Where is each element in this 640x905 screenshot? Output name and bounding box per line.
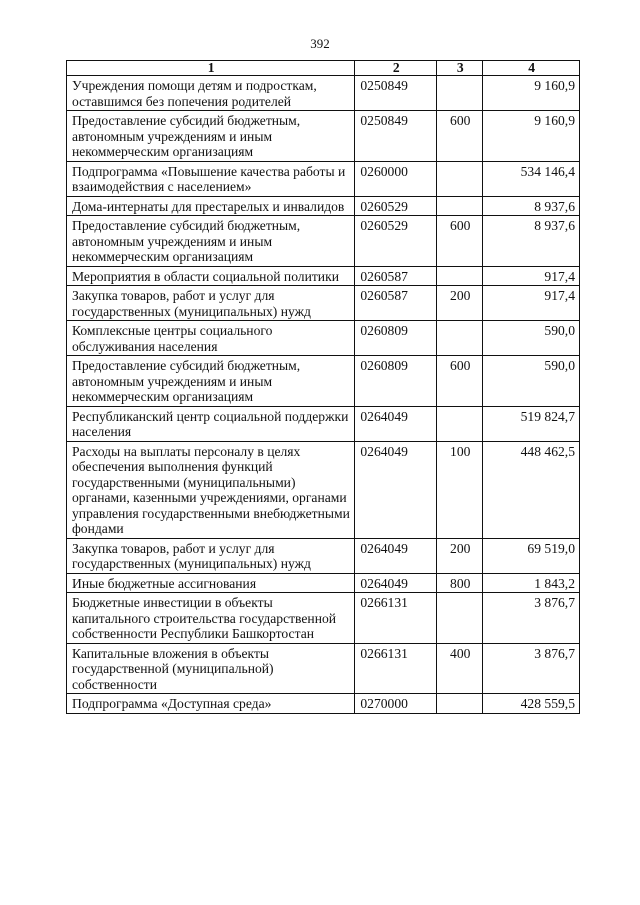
row-amount: 9 160,9 (483, 76, 580, 111)
row-name: Республиканский центр социальной поддержки населения (67, 406, 355, 441)
table-row (67, 538, 580, 573)
row-amount: 9 160,9 (483, 111, 580, 162)
table-row (67, 76, 580, 111)
table-row (67, 286, 580, 321)
row-name: Закупка товаров, работ и услуг для государственных (муниципальных) нужд (67, 286, 355, 321)
table-row (67, 643, 580, 694)
row-type (437, 196, 483, 216)
header-col-amount: 4 (483, 61, 580, 76)
row-code: 0266131 (355, 593, 437, 644)
table-header-row (67, 61, 580, 76)
row-name: Бюджетные инвестиции в объекты капитального строительства государственной собственности Республики Башкортостан (67, 593, 355, 644)
row-code: 0260000 (355, 161, 437, 196)
row-code: 0270000 (355, 694, 437, 714)
row-amount: 917,4 (483, 286, 580, 321)
row-code: 0264049 (355, 573, 437, 593)
row-type (437, 266, 483, 286)
row-name: Комплексные центры социального обслуживания населения (67, 321, 355, 356)
row-amount: 8 937,6 (483, 216, 580, 267)
row-amount: 534 146,4 (483, 161, 580, 196)
row-type (437, 593, 483, 644)
row-code: 0260809 (355, 356, 437, 407)
row-name: Учреждения помощи детям и подросткам, оставшимся без попечения родителей (67, 76, 355, 111)
table-row (67, 356, 580, 407)
header-col-name: 1 (67, 61, 355, 76)
row-type: 800 (437, 573, 483, 593)
row-code: 0250849 (355, 111, 437, 162)
row-amount: 590,0 (483, 321, 580, 356)
budget-table (66, 60, 580, 714)
row-name: Иные бюджетные ассигнования (67, 573, 355, 593)
row-amount: 917,4 (483, 266, 580, 286)
table-row (67, 196, 580, 216)
row-name: Капитальные вложения в объекты государственной (муниципальной) собственности (67, 643, 355, 694)
row-amount: 3 876,7 (483, 643, 580, 694)
row-code: 0266131 (355, 643, 437, 694)
row-code: 0260529 (355, 216, 437, 267)
row-type (437, 76, 483, 111)
header-col-type: 3 (437, 61, 483, 76)
row-amount: 519 824,7 (483, 406, 580, 441)
row-name: Мероприятия в области социальной политики (67, 266, 355, 286)
row-name: Расходы на выплаты персоналу в целях обеспечения выполнения функций государственными (муниципальными) органами, казенными учреждениями, органами управления государственными внебюджетными фондами (67, 441, 355, 538)
row-name: Подпрограмма «Доступная среда» (67, 694, 355, 714)
table-row (67, 593, 580, 644)
row-code: 0264049 (355, 538, 437, 573)
row-amount: 8 937,6 (483, 196, 580, 216)
row-type: 100 (437, 441, 483, 538)
row-type: 200 (437, 286, 483, 321)
table-row (67, 111, 580, 162)
table-row (67, 441, 580, 538)
row-code: 0260529 (355, 196, 437, 216)
row-name: Предоставление субсидий бюджетным, автономным учреждениям и иным некоммерческим организациям (67, 216, 355, 267)
table-row (67, 694, 580, 714)
row-name: Подпрограмма «Повышение качества работы и взаимодействия с населением» (67, 161, 355, 196)
table-row (67, 573, 580, 593)
row-amount: 590,0 (483, 356, 580, 407)
row-code: 0260587 (355, 266, 437, 286)
row-amount: 428 559,5 (483, 694, 580, 714)
row-name: Предоставление субсидий бюджетным, автономным учреждениям и иным некоммерческим организациям (67, 356, 355, 407)
row-type: 200 (437, 538, 483, 573)
row-type: 600 (437, 356, 483, 407)
table-row (67, 161, 580, 196)
table-row (67, 321, 580, 356)
row-type: 600 (437, 111, 483, 162)
table-row (67, 266, 580, 286)
row-type (437, 694, 483, 714)
row-amount: 1 843,2 (483, 573, 580, 593)
row-code: 0250849 (355, 76, 437, 111)
table-body (67, 76, 580, 714)
page-number: 392 (310, 36, 330, 51)
header-col-code: 2 (355, 61, 437, 76)
row-name: Предоставление субсидий бюджетным, автономным учреждениям и иным некоммерческим организациям (67, 111, 355, 162)
row-amount: 448 462,5 (483, 441, 580, 538)
table-row (67, 216, 580, 267)
row-code: 0260587 (355, 286, 437, 321)
row-code: 0260809 (355, 321, 437, 356)
row-code: 0264049 (355, 406, 437, 441)
row-type (437, 321, 483, 356)
row-type (437, 161, 483, 196)
row-name: Закупка товаров, работ и услуг для государственных (муниципальных) нужд (67, 538, 355, 573)
row-type: 600 (437, 216, 483, 267)
row-name: Дома-интернаты для престарелых и инвалидов (67, 196, 355, 216)
row-amount: 69 519,0 (483, 538, 580, 573)
row-type: 400 (437, 643, 483, 694)
row-type (437, 406, 483, 441)
row-amount: 3 876,7 (483, 593, 580, 644)
table-row (67, 406, 580, 441)
row-code: 0264049 (355, 441, 437, 538)
